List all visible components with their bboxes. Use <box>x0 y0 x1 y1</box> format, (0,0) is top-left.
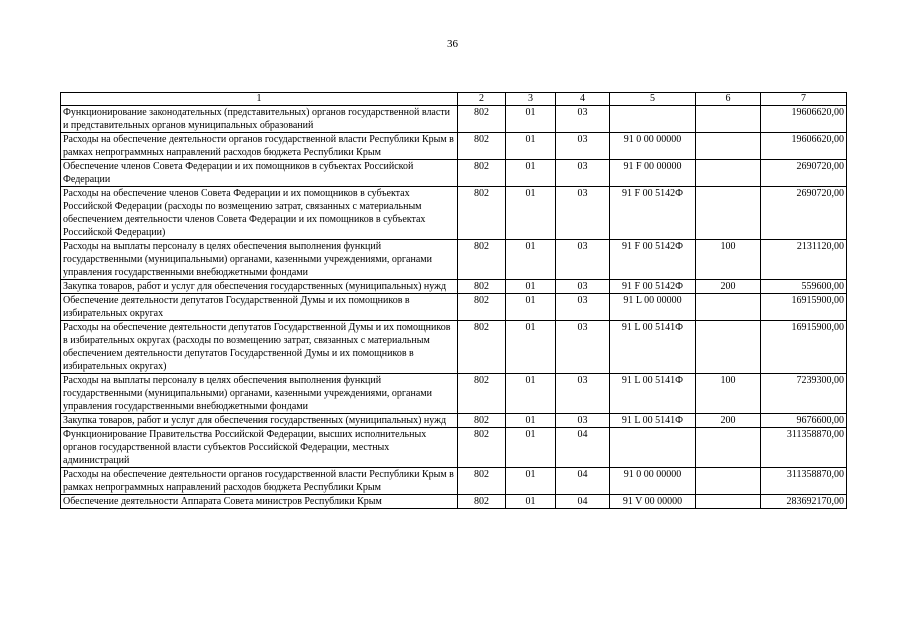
row-subsection-cell: 03 <box>556 187 610 240</box>
row-section-cell: 01 <box>506 495 556 509</box>
row-section-cell: 01 <box>506 414 556 428</box>
row-amount-cell: 311358870,00 <box>761 428 847 468</box>
table-row <box>61 321 847 374</box>
row-amount-cell: 311358870,00 <box>761 468 847 495</box>
row-name-cell: Закупка товаров, работ и услуг для обеспечения государственных (муниципальных) нужд <box>61 280 458 294</box>
row-section-cell: 01 <box>506 468 556 495</box>
table-row <box>61 414 847 428</box>
column-header: 5 <box>610 93 696 106</box>
table-row <box>61 280 847 294</box>
row-expense-type-cell <box>696 468 761 495</box>
row-section-cell: 01 <box>506 160 556 187</box>
row-section-cell: 01 <box>506 428 556 468</box>
row-name-cell: Расходы на обеспечение деятельности органов государственной власти Республики Крым в рамках непрограммных направлений расходов бюджета Республики Крым <box>61 133 458 160</box>
row-expense-type-cell: 100 <box>696 240 761 280</box>
table-row <box>61 106 847 133</box>
row-name-cell: Обеспечение деятельности депутатов Государственной Думы и их помощников в избирательных округах <box>61 294 458 321</box>
column-header: 7 <box>761 93 847 106</box>
row-section-cell: 01 <box>506 374 556 414</box>
row-name-cell: Закупка товаров, работ и услуг для обеспечения государственных (муниципальных) нужд <box>61 414 458 428</box>
row-expense-type-cell: 200 <box>696 280 761 294</box>
row-amount-cell: 559600,00 <box>761 280 847 294</box>
row-amount-cell: 2131120,00 <box>761 240 847 280</box>
row-expense-type-cell: 100 <box>696 374 761 414</box>
row-admin-code-cell: 802 <box>458 495 506 509</box>
row-admin-code-cell: 802 <box>458 280 506 294</box>
row-expense-type-cell <box>696 160 761 187</box>
row-subsection-cell: 03 <box>556 374 610 414</box>
row-subsection-cell: 04 <box>556 428 610 468</box>
row-admin-code-cell: 802 <box>458 133 506 160</box>
row-amount-cell: 16915900,00 <box>761 321 847 374</box>
row-subsection-cell: 03 <box>556 414 610 428</box>
table-row <box>61 294 847 321</box>
table-row <box>61 374 847 414</box>
column-header: 6 <box>696 93 761 106</box>
table-row <box>61 468 847 495</box>
row-section-cell: 01 <box>506 321 556 374</box>
table-row <box>61 428 847 468</box>
row-amount-cell: 19606620,00 <box>761 106 847 133</box>
column-header: 4 <box>556 93 610 106</box>
row-section-cell: 01 <box>506 187 556 240</box>
row-expense-type-cell <box>696 294 761 321</box>
table-row <box>61 133 847 160</box>
row-admin-code-cell: 802 <box>458 414 506 428</box>
row-name-cell: Обеспечение деятельности Аппарата Совета министров Республики Крым <box>61 495 458 509</box>
row-expense-type-cell <box>696 187 761 240</box>
row-subsection-cell: 03 <box>556 133 610 160</box>
table-row <box>61 495 847 509</box>
row-amount-cell: 19606620,00 <box>761 133 847 160</box>
row-amount-cell: 2690720,00 <box>761 160 847 187</box>
row-admin-code-cell: 802 <box>458 240 506 280</box>
row-amount-cell: 2690720,00 <box>761 187 847 240</box>
row-subsection-cell: 03 <box>556 280 610 294</box>
row-section-cell: 01 <box>506 133 556 160</box>
row-target-article-cell: 91 L 00 5141Ф <box>610 414 696 428</box>
row-section-cell: 01 <box>506 106 556 133</box>
row-name-cell: Функционирование Правительства Российской Федерации, высших исполнительных органов государственной власти субъектов Российской Федерации, местных администраций <box>61 428 458 468</box>
row-target-article-cell: 91 V 00 00000 <box>610 495 696 509</box>
row-subsection-cell: 04 <box>556 468 610 495</box>
row-target-article-cell: 91 F 00 00000 <box>610 160 696 187</box>
row-name-cell: Расходы на обеспечение деятельности органов государственной власти Республики Крым в рамках непрограммных направлений расходов бюджета Республики Крым <box>61 468 458 495</box>
row-admin-code-cell: 802 <box>458 374 506 414</box>
row-subsection-cell: 03 <box>556 294 610 321</box>
row-name-cell: Функционирование законодательных (представительных) органов государственной власти и представительных органов муниципальных образований <box>61 106 458 133</box>
row-expense-type-cell <box>696 321 761 374</box>
row-section-cell: 01 <box>506 294 556 321</box>
row-amount-cell: 283692170,00 <box>761 495 847 509</box>
row-expense-type-cell <box>696 133 761 160</box>
row-name-cell: Расходы на выплаты персоналу в целях обеспечения выполнения функций государственными (муниципальными) органами, казенными учреждениями, органами управления государственными внебюджетными фондами <box>61 374 458 414</box>
row-target-article-cell: 91 L 00 00000 <box>610 294 696 321</box>
row-target-article-cell <box>610 106 696 133</box>
row-target-article-cell: 91 L 00 5141Ф <box>610 321 696 374</box>
column-header: 1 <box>61 93 458 106</box>
row-name-cell: Расходы на обеспечение членов Совета Федерации и их помощников в субъектах Российской Федерации (расходы по возмещению затрат, связанных с материальным обеспечением деятельности членов Совета Федерации и их помощников в субъектах Российской Федерации) <box>61 187 458 240</box>
table-body <box>61 106 847 509</box>
row-name-cell: Расходы на выплаты персоналу в целях обеспечения выполнения функций государственными (муниципальными) органами, казенными учреждениями, органами управления государственными внебюджетными фондами <box>61 240 458 280</box>
row-admin-code-cell: 802 <box>458 187 506 240</box>
row-amount-cell: 7239300,00 <box>761 374 847 414</box>
row-subsection-cell: 03 <box>556 321 610 374</box>
row-target-article-cell: 91 F 00 5142Ф <box>610 240 696 280</box>
row-subsection-cell: 03 <box>556 160 610 187</box>
table-row <box>61 240 847 280</box>
row-target-article-cell: 91 0 00 00000 <box>610 468 696 495</box>
row-expense-type-cell <box>696 495 761 509</box>
table-header <box>61 93 847 106</box>
budget-table <box>60 92 847 509</box>
row-admin-code-cell: 802 <box>458 106 506 133</box>
row-amount-cell: 9676600,00 <box>761 414 847 428</box>
row-section-cell: 01 <box>506 240 556 280</box>
column-header: 2 <box>458 93 506 106</box>
row-target-article-cell <box>610 428 696 468</box>
row-name-cell: Обеспечение членов Совета Федерации и их помощников в субъектах Российской Федерации <box>61 160 458 187</box>
row-expense-type-cell <box>696 428 761 468</box>
table-row <box>61 160 847 187</box>
row-amount-cell: 16915900,00 <box>761 294 847 321</box>
row-expense-type-cell: 200 <box>696 414 761 428</box>
row-admin-code-cell: 802 <box>458 428 506 468</box>
row-admin-code-cell: 802 <box>458 321 506 374</box>
header-row <box>61 93 847 106</box>
row-section-cell: 01 <box>506 280 556 294</box>
row-subsection-cell: 03 <box>556 240 610 280</box>
row-target-article-cell: 91 F 00 5142Ф <box>610 187 696 240</box>
row-admin-code-cell: 802 <box>458 294 506 321</box>
column-header: 3 <box>506 93 556 106</box>
row-target-article-cell: 91 L 00 5141Ф <box>610 374 696 414</box>
row-subsection-cell: 03 <box>556 106 610 133</box>
row-target-article-cell: 91 0 00 00000 <box>610 133 696 160</box>
page-number: 36 <box>447 38 458 50</box>
table-row <box>61 187 847 240</box>
row-admin-code-cell: 802 <box>458 468 506 495</box>
row-target-article-cell: 91 F 00 5142Ф <box>610 280 696 294</box>
row-expense-type-cell <box>696 106 761 133</box>
row-admin-code-cell: 802 <box>458 160 506 187</box>
row-subsection-cell: 04 <box>556 495 610 509</box>
row-name-cell: Расходы на обеспечение деятельности депутатов Государственной Думы и их помощников в избирательных округах (расходы по возмещению затрат, связанных с материальным обеспечением деятельности депутатов Государственной Думы и их помощников в избирательных округах) <box>61 321 458 374</box>
